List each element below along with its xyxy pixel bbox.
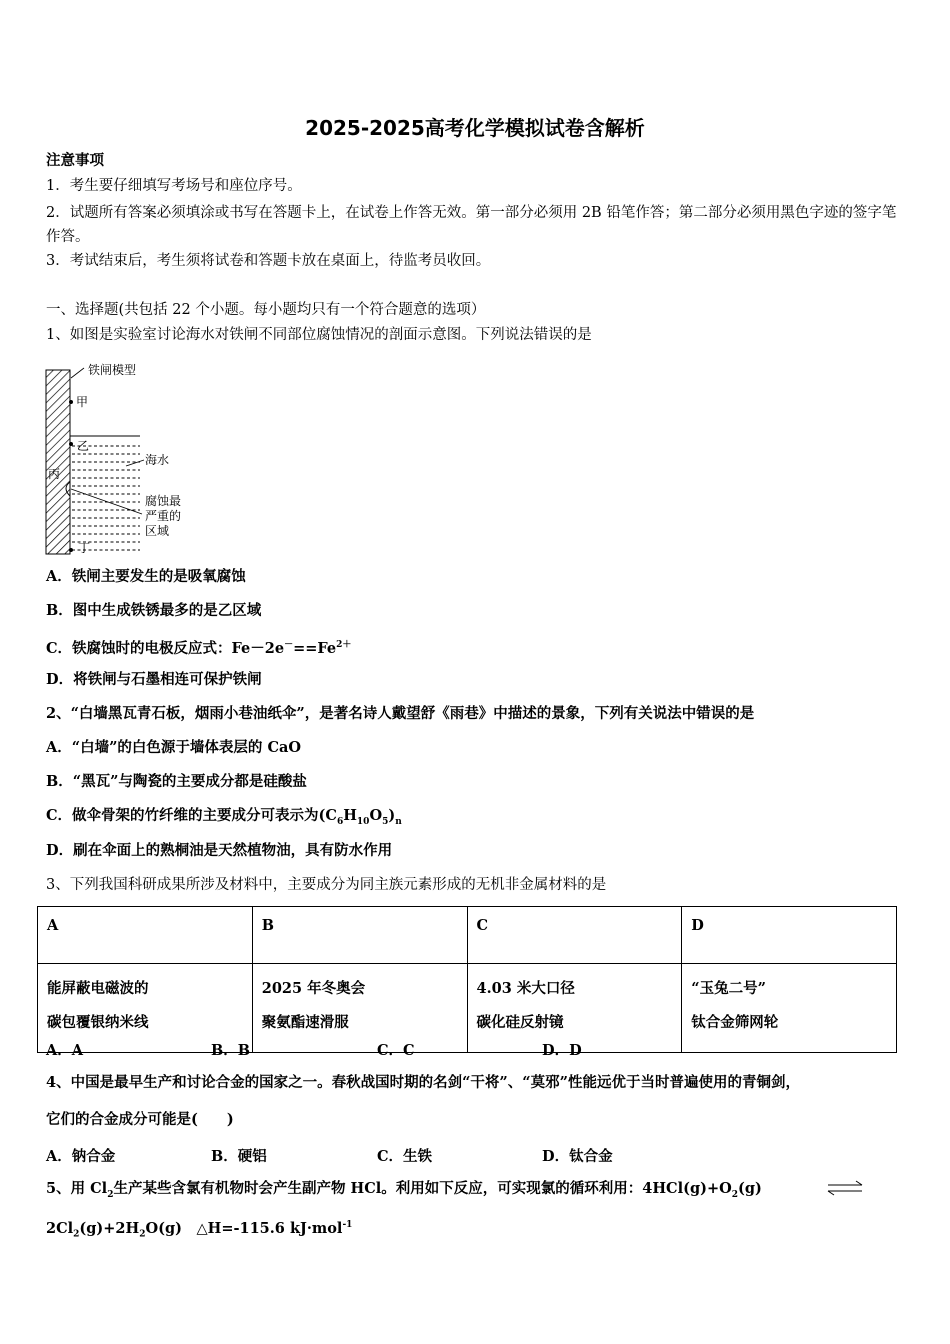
label-corrosion-3: 区域: [145, 524, 170, 538]
q1-option-a: A．铁闸主要发生的是吸氧腐蚀: [46, 568, 246, 585]
point-jia: [69, 400, 73, 404]
q5-line1: 5、用 $Cl_2$生产某些含氯有机物时会产生副产物 HCl。利用如下反应，可实现氯的循环利用：$4HCl(g)+O_2(g)$: [46, 1180, 762, 1200]
q4-option-c: C．生铁: [377, 1148, 433, 1165]
notice-item-1: 1．考生要仔细填写考场号和座位序号。: [46, 178, 302, 194]
q3-stem: 3、下列我国科研成果所涉及材料中，主要成分为同主族元素形成的无机非金属材料的是: [46, 877, 607, 893]
q2-option-b: B．“黑瓦”与陶瓷的主要成分都是硅酸盐: [46, 773, 307, 790]
q2-stem: 2、“白墙黑瓦青石板，烟雨小巷油纸伞”，是著名诗人戴望舒《雨巷》中描述的景象，下列有关说法中错误的是: [46, 705, 755, 722]
q4-option-a: A．钠合金: [46, 1148, 116, 1165]
cell-d: “玉兔二号” 钛合金筛网轮: [682, 964, 897, 1053]
q4-stem-line2: 它们的合金成分可能是( ): [46, 1111, 234, 1128]
q3-option-b: B．B: [211, 1042, 251, 1059]
header-cell-d: D: [682, 907, 897, 964]
label-ding: 丁: [78, 541, 91, 555]
label-yi: 乙: [77, 439, 90, 453]
q3-option-a: A．A: [46, 1042, 84, 1059]
seawater-lines: [72, 446, 140, 550]
point-yi: [69, 442, 73, 446]
section-heading: 一、选择题(共包括 22 个小题。每小题均只有一个符合题意的选项）: [46, 302, 486, 318]
page-title: 2025-2025高考化学模拟试卷含解析: [305, 116, 645, 140]
q4-stem-line1: 4、中国是最早生产和讨论合金的国家之一。春秋战国时期的名剑“干将”、“莫邪”性能远优于当时普遍使用的青铜剑，: [46, 1074, 800, 1091]
cell-a: 能屏蔽电磁波的 碳包覆银纳米线: [38, 964, 253, 1053]
label-corrosion-2: 严重的: [145, 509, 182, 523]
q4-option-b: B．硬铝: [211, 1148, 267, 1165]
header-cell-c: C: [467, 907, 682, 964]
label-bing: 丙: [48, 467, 61, 481]
q3-option-c: C．C: [377, 1042, 415, 1059]
equilibrium-arrow-icon: [826, 1180, 864, 1196]
q5-line2: $2Cl_2(g)+2H_2O(g)$ △H=-115.6 kJ·mol$^{-1}$: [46, 1219, 353, 1240]
q1-option-d: D．将铁闸与石墨相连可保护铁闸: [46, 671, 262, 688]
table-row: [38, 964, 897, 1053]
q4-option-d: D．钛合金: [542, 1148, 613, 1165]
q2-option-c: C．做伞骨架的竹纤维的主要成分可表示为$(C_6H_{10}O_5)_n$: [46, 807, 402, 827]
iron-gate-body: [46, 370, 70, 554]
q1-option-b: B．图中生成铁锈最多的是乙区域: [46, 602, 262, 619]
notice-item-3: 3．考试结束后，考生须将试卷和答题卡放在桌面上，待监考员收回。: [46, 253, 491, 269]
cell-b: 2025 年冬奥会 聚氨酯速滑服: [252, 964, 467, 1053]
header-cell-b: B: [252, 907, 467, 964]
table-header-row: [38, 907, 897, 964]
q1-option-c: C．铁腐蚀时的电极反应式：$Fe-2e^-==Fe^{2+}$: [46, 639, 352, 657]
label-corrosion-1: 腐蚀最: [145, 494, 182, 508]
q2-option-d: D．刷在伞面上的熟桐油是天然植物油，具有防水作用: [46, 842, 393, 859]
header-cell-a: A: [38, 907, 253, 964]
notice-item-2: 2．试题所有答案必须填涂或书写在答题卡上，在试卷上作答无效。第一部分必须用 2B 铅笔作答；第二部分必须用黑色字迹的签字笔作答。: [46, 205, 897, 245]
label-seawater: 海水: [145, 453, 170, 467]
iron-gate-figure: [44, 362, 224, 558]
label-model: 铁闸模型: [88, 363, 137, 377]
cell-c: 4.03 米大口径 碳化硅反射镜: [467, 964, 682, 1053]
q3-table: [37, 906, 897, 1053]
notice-heading: 注意事项: [46, 152, 104, 169]
q1-stem: 1、如图是实验室讨论海水对铁闸不同部位腐蚀情况的剖面示意图。下列说法错误的是: [46, 327, 592, 343]
point-ding: [69, 548, 73, 552]
q3-option-d: D．D: [542, 1042, 582, 1059]
label-jia: 甲: [76, 395, 89, 409]
q2-option-a: A．“白墙”的白色源于墙体表层的 CaO: [46, 739, 302, 756]
